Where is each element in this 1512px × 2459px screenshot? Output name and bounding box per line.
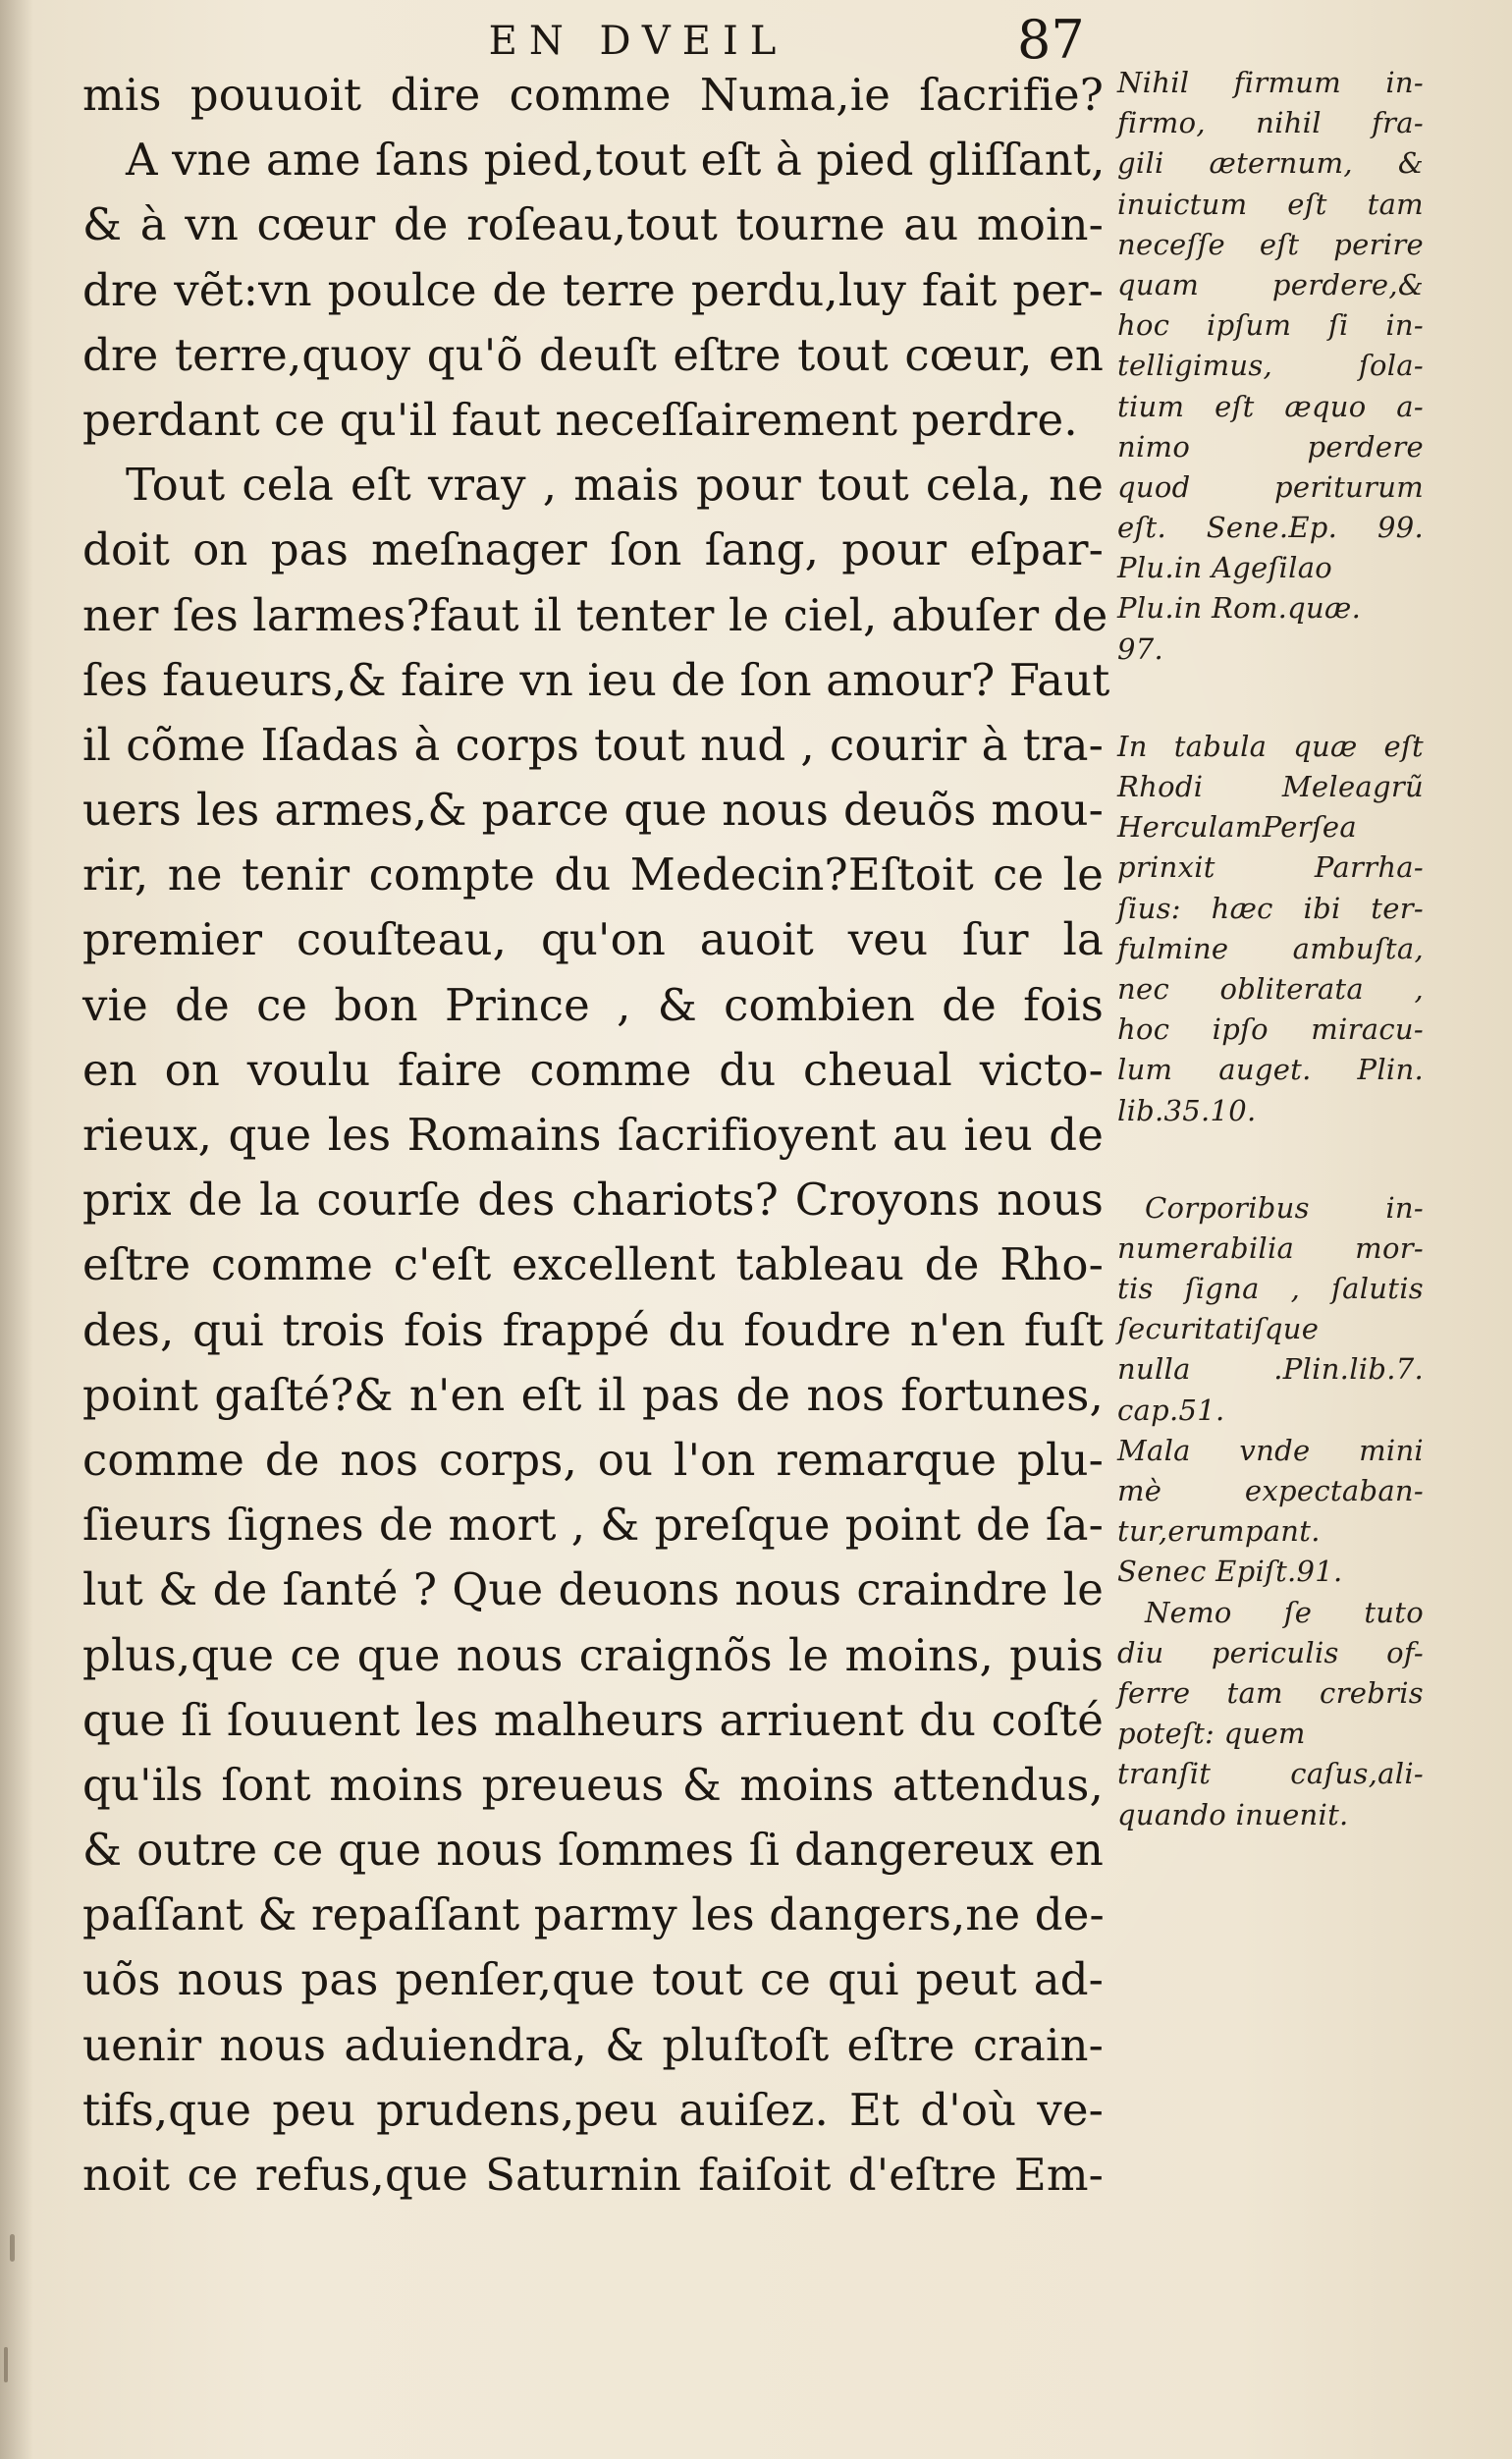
- margin-note-line: Nemo ſe tuto: [1145, 1595, 1424, 1629]
- text-line: uenir nous aduiendra, & pluſtoſt eſtre crain-: [82, 2018, 1104, 2071]
- text-line: dre vẽt:vn poulce de terre perdu,luy fait per-: [82, 263, 1104, 316]
- text-line: ſieurs ſignes de mort , & preſque point de ſa-: [82, 1499, 1104, 1552]
- margin-note-line: hoc ipſum ſi in-: [1117, 308, 1424, 343]
- margin-note-line: gili æternum, &: [1117, 146, 1424, 181]
- margin-note-line: ferre tam crebris: [1117, 1675, 1424, 1710]
- margin-note-line: quam perdere,&: [1117, 267, 1424, 301]
- gutter-shadow: [0, 0, 33, 2459]
- text-line: ner ſes larmes?faut il tenter le ciel, abuſer de: [82, 588, 1108, 641]
- text-line: vie de ce bon Prince , & combien de fois: [82, 978, 1104, 1031]
- margin-note-line: inuictum eſt tam: [1117, 187, 1424, 221]
- text-line: paſſant & repaſſant parmy les dangers,ne de-: [82, 1888, 1105, 1941]
- margin-note-spacer: [1117, 1131, 1424, 1188]
- margin-note-line: Mala vnde mini: [1117, 1433, 1424, 1467]
- margin-note-line: Plu.in Rom.quæ.: [1117, 591, 1362, 626]
- running-head: EN DVEIL: [488, 19, 788, 64]
- margin-note-line: neceſſe eſt perire: [1117, 227, 1424, 261]
- margin-note-line: nulla .Plin.lib.7.: [1117, 1352, 1424, 1387]
- text-line: uõs nous pas penſer,que tout ce qui peut ad-: [82, 1953, 1104, 2006]
- text-line: que ſi ſouuent les malheurs arriuent du coſté: [82, 1693, 1104, 1746]
- text-line: ſes faueurs,& faire vn ieu de ſon amour? Faut: [82, 653, 1110, 706]
- margin-note-line: Rhodi Meleagrũ: [1117, 770, 1424, 803]
- text-line: rir, ne tenir compte du Medecin?Eſtoit ce le: [82, 848, 1104, 902]
- ink-spot: [4, 2347, 8, 2382]
- main-text-column: [82, 63, 1110, 2208]
- margin-note-line: tium eſt æquo a-: [1117, 389, 1424, 423]
- text-line: point gaſté?& n'en eſt il pas de nos fortunes,: [82, 1368, 1104, 1421]
- text-line: eſtre comme c'eſt excellent tableau de Rho-: [82, 1238, 1104, 1291]
- text-line: uers les armes,& parce que nous deuõs mou-: [82, 784, 1104, 837]
- margin-note-line: prinxit Parrha-: [1117, 850, 1424, 885]
- margin-note-line: tur,erumpant.: [1117, 1514, 1321, 1549]
- text-line: des, qui trois fois frappé du foudre n'en fuſt: [82, 1303, 1104, 1356]
- margin-note-line: telligimus, ſola-: [1117, 349, 1424, 383]
- text-line: comme de nos corps, ou l'on remarque plu-: [82, 1433, 1104, 1486]
- margin-note-line: Senec Epiſt.91.: [1117, 1555, 1343, 1589]
- margin-note-line: mè expectaban-: [1117, 1474, 1424, 1507]
- text-line: plus,que ce que nous craignõs le moins, puis: [82, 1628, 1104, 1681]
- margin-note-line: quando inuenit.: [1117, 1797, 1349, 1831]
- text-line: noit ce refus,que Saturnin faiſoit d'eſtre Em-: [82, 2149, 1104, 2201]
- margin-note-line: cap.51.: [1117, 1393, 1225, 1427]
- text-line: en on voulu faire comme du cheual victo-: [82, 1043, 1104, 1096]
- ink-spot: [10, 2234, 15, 2262]
- margin-note-line: Corporibus in-: [1145, 1190, 1424, 1225]
- margin-note-spacer: [1117, 670, 1424, 727]
- text-line: & à vn cœur de roſeau,tout tourne au moin-: [82, 198, 1104, 251]
- margin-note-line: lib.35.10.: [1117, 1093, 1257, 1127]
- margin-note-line: ſius: hæc ibi ter-: [1117, 891, 1424, 925]
- text-line: & outre ce que nous ſommes ſi dangereux en: [82, 1824, 1104, 1877]
- margin-note-line: HerculamPerſea: [1117, 810, 1357, 845]
- margin-notes-column: [1117, 63, 1424, 1835]
- margin-note-line: numerabilia mor-: [1117, 1230, 1424, 1265]
- text-line: qu'ils ſont moins preueus & moins attendus,: [82, 1758, 1104, 1811]
- text-line: il cõme Iſadas à corps tout nud , courir à tra-: [82, 718, 1104, 771]
- text-line: prix de la courſe des chariots? Croyons nous: [82, 1174, 1104, 1227]
- text-line: perdant ce qu'il faut neceſſairement perdre.: [82, 393, 1078, 446]
- text-line: rieux, que les Romains ſacrifioyent au ieu de: [82, 1109, 1104, 1161]
- text-line: dre terre,quoy qu'õ deuſt eſtre tout cœur, en: [82, 328, 1104, 381]
- margin-note-line: In tabula quæ eſt: [1117, 729, 1424, 763]
- margin-note-line: tranſit caſus,ali-: [1117, 1757, 1424, 1791]
- margin-note-line: diu periculis of-: [1117, 1635, 1424, 1669]
- text-line: tifs,que peu prudens,peu auiſez. Et d'où ve-: [82, 2083, 1104, 2136]
- margin-note-line: quod periturum: [1117, 469, 1424, 504]
- margin-note-line: tis ſigna , ſalutis: [1117, 1272, 1424, 1306]
- margin-note-line: nec obliterata ,: [1117, 971, 1424, 1006]
- text-line: A vne ame ſans pied,tout eſt à pied gliſſant,: [126, 134, 1106, 187]
- margin-note-line: hoc ipſo miracu-: [1117, 1012, 1424, 1047]
- margin-note-line: eſt. Sene.Ep. 99.: [1117, 511, 1424, 545]
- margin-note-line: Nihil firmum in-: [1117, 66, 1424, 99]
- margin-note-line: ſecuritatiſque: [1117, 1312, 1320, 1346]
- page-number: 87: [1017, 9, 1085, 71]
- margin-note-line: lum auget. Plin.: [1117, 1053, 1424, 1087]
- text-line: Tout cela eſt vray , mais pour tout cela, ne: [126, 459, 1104, 512]
- margin-note-line: 97.: [1117, 631, 1164, 666]
- text-line: mis pouuoit dire comme Numa,ie ſacrifie?: [82, 69, 1104, 121]
- margin-note-line: poteſt: quem: [1117, 1717, 1306, 1751]
- text-line: lut & de ſanté ? Que deuons nous craindre le: [82, 1563, 1104, 1616]
- margin-note-line: fulmine ambuſta,: [1117, 931, 1424, 965]
- margin-note-line: firmo, nihil fra-: [1117, 106, 1424, 140]
- margin-note-line: Plu.in Ageſilao: [1117, 551, 1333, 585]
- text-line: premier couſteau, qu'on auoit veu ſur la: [82, 913, 1104, 966]
- margin-note-line: nimo perdere: [1117, 429, 1424, 464]
- text-line: doit on pas meſnager ſon ſang, pour eſpar-: [82, 523, 1104, 576]
